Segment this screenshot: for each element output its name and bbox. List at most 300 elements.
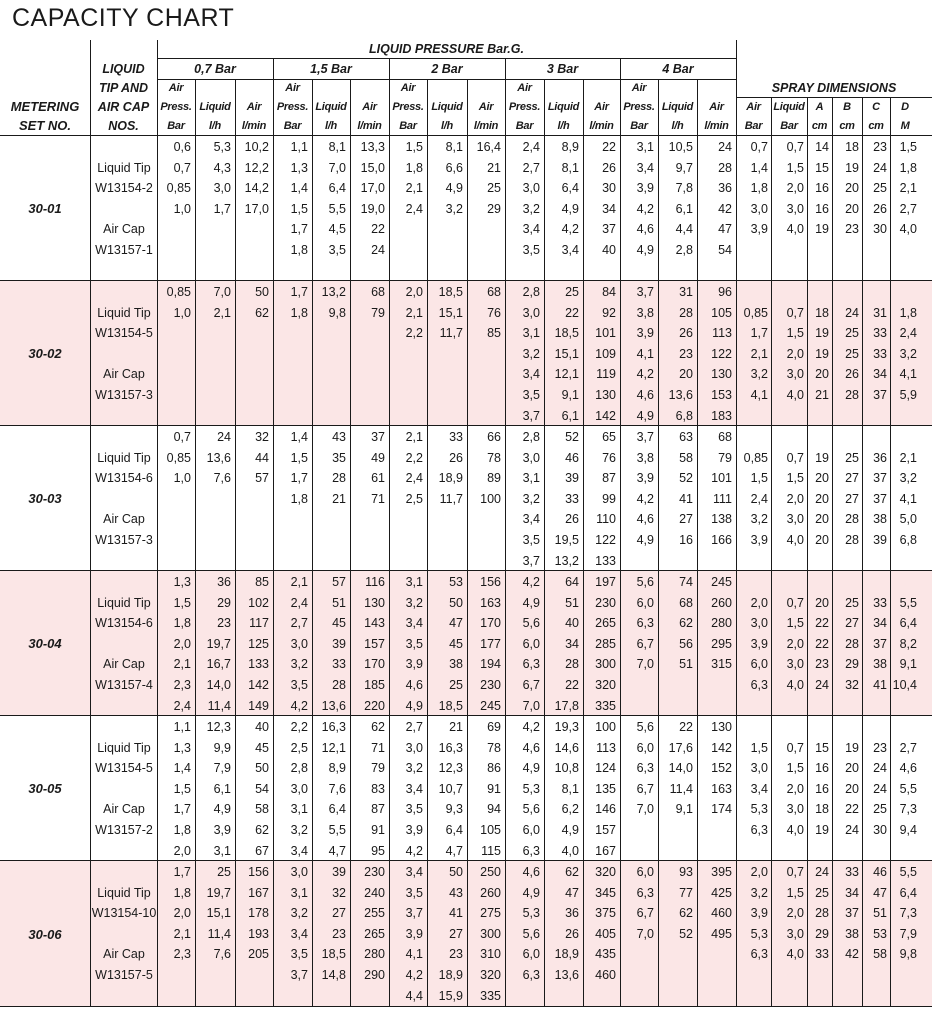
spray-cell: 1,5 [750, 740, 768, 755]
tip-cap-label: W13157-3 [95, 388, 153, 402]
table-cell: 74 [679, 575, 693, 589]
spray-cell: 46 [873, 865, 887, 879]
table-cell: 68 [487, 285, 501, 299]
tip-cap-label: W13154-5 [95, 326, 153, 341]
table-cell: 265 [595, 616, 616, 631]
table-cell: 122 [711, 346, 732, 361]
table-cell: 280 [364, 947, 385, 962]
table-cell: 22 [602, 140, 616, 154]
spray-cell: 37 [873, 636, 887, 651]
table-cell: 1,8 [405, 160, 423, 175]
grid-line [832, 97, 833, 1006]
table-cell: 5,3 [522, 906, 540, 921]
table-cell: 250 [480, 865, 501, 879]
table-cell: 174 [711, 802, 732, 817]
spray-cell: 1,4 [750, 160, 768, 175]
grid-line [0, 860, 932, 861]
spray-cell: 2,0 [786, 346, 804, 361]
spray-cell: 3,2 [750, 512, 768, 527]
spray-cell: 2,0 [786, 906, 804, 921]
table-cell: 28 [565, 657, 579, 672]
spray-cell: 0,7 [786, 740, 804, 755]
spray-cell: 16 [815, 781, 829, 796]
table-cell: 4,9 [522, 595, 540, 610]
table-cell: 3,2 [522, 346, 540, 361]
table-cell: 6,3 [522, 843, 540, 858]
spray-cell: 19 [845, 740, 859, 755]
table-cell: 4,9 [561, 823, 579, 837]
table-cell: 3,1 [522, 326, 540, 341]
table-cell: 8,1 [328, 140, 346, 154]
table-cell: 7,6 [328, 781, 346, 796]
table-cell: 105 [711, 305, 732, 320]
table-cell: 29 [487, 201, 501, 216]
table-cell: 51 [679, 657, 693, 672]
spray-cell: 4,6 [899, 761, 917, 776]
table-cell: 2,1 [405, 305, 423, 320]
table-cell: 2,0 [173, 636, 191, 651]
table-cell: 5,6 [522, 926, 540, 941]
table-cell: 2,2 [290, 720, 308, 734]
table-cell: 4,6 [522, 865, 540, 879]
spray-cell: 20 [845, 781, 859, 796]
tip-cap-label: Liquid Tip [97, 305, 151, 320]
table-cell: 3,0 [213, 181, 231, 196]
table-cell: 230 [364, 865, 385, 879]
spray-cell: 4,0 [786, 388, 804, 402]
table-cell: 0,7 [173, 160, 191, 175]
pressure-group-4: 4 Bar [662, 62, 694, 76]
spray-cell: 25 [873, 181, 887, 196]
spray-cell: 22 [845, 802, 859, 817]
table-cell: 3,5 [405, 636, 423, 651]
table-cell: 14,0 [668, 761, 693, 776]
table-cell: 122 [595, 533, 616, 547]
spray-cell: 28 [845, 512, 859, 527]
table-cell: 4,9 [445, 181, 463, 196]
table-cell: 4,2 [405, 968, 423, 982]
table-cell: 4,4 [405, 988, 423, 1003]
spray-cell: 41 [873, 678, 887, 692]
table-cell: 0,7 [173, 430, 191, 444]
table-cell: 1,7 [213, 201, 231, 216]
table-cell: 62 [565, 865, 579, 879]
spray-cell: 28 [815, 906, 829, 921]
tip-cap-label: Air Cap [103, 367, 145, 382]
air-flow-header: l/min [589, 120, 614, 132]
spray-cell: 21 [815, 388, 829, 402]
spray-cell: 22 [815, 636, 829, 651]
table-cell: 157 [364, 636, 385, 651]
liquid-flow-header: l/h [325, 120, 337, 132]
table-cell: 17,8 [554, 698, 579, 713]
table-cell: 33 [565, 491, 579, 506]
spray-cell: 19 [815, 346, 829, 361]
spray-cell: 0,85 [743, 450, 768, 465]
spray-cell: 6,4 [899, 885, 917, 900]
liquid-flow-header: Liquid [431, 101, 463, 113]
spray-cell: 27 [845, 491, 859, 506]
pressure-group-3: 3 Bar [546, 62, 579, 76]
table-cell: 2,3 [173, 947, 191, 962]
spray-cell: 7,9 [899, 926, 917, 941]
tip-cap-label: Liquid Tip [97, 160, 151, 175]
spray-cell: 20 [845, 181, 859, 196]
table-cell: 78 [487, 740, 501, 755]
spray-cell: 51 [873, 906, 887, 921]
table-cell: 152 [711, 761, 732, 776]
table-cell: 6,0 [522, 636, 540, 651]
spray-cell: 2,1 [899, 450, 917, 465]
spray-cell: 8,2 [899, 636, 917, 651]
tip-cap-label: W13154-6 [95, 471, 153, 486]
table-cell: 14,6 [554, 740, 579, 755]
table-cell: 177 [480, 636, 501, 651]
table-cell: 85 [487, 326, 501, 341]
metering-header: METERING [10, 99, 80, 114]
tip-cap-label: W13157-5 [95, 968, 153, 982]
spray-cell: 26 [873, 201, 887, 216]
table-cell: 16,3 [438, 740, 463, 755]
table-cell: 89 [487, 471, 501, 486]
tip-cap-label: W13157-3 [95, 533, 153, 547]
spray-cell: 9,1 [899, 657, 917, 672]
table-cell: 23 [679, 346, 693, 361]
table-cell: 11,4 [207, 926, 231, 941]
table-cell: 3,9 [636, 181, 654, 196]
liquid-flow-header: l/h [671, 120, 684, 132]
spray-cell: 6,0 [750, 657, 768, 672]
spray-cell: 9,4 [899, 823, 917, 837]
air-press-header: Press. [623, 101, 655, 113]
grid-line [235, 79, 236, 1006]
table-cell: 4,7 [328, 843, 346, 858]
table-cell: 53 [449, 575, 463, 589]
table-cell: 50 [449, 865, 463, 879]
spray-cell: 20 [815, 367, 829, 382]
table-cell: 19,7 [206, 885, 231, 900]
spray-cell: 58 [873, 947, 887, 962]
table-cell: 143 [364, 616, 385, 631]
spray-cell: 3,0 [750, 201, 768, 216]
table-cell: 130 [364, 595, 385, 610]
table-cell: 100 [595, 720, 616, 734]
table-cell: 3,1 [290, 802, 308, 817]
table-cell: 68 [371, 285, 385, 299]
table-cell: 39 [565, 471, 579, 486]
spray-cell: 4,1 [899, 367, 917, 382]
spray-cell: 1,5 [786, 326, 804, 341]
table-cell: 6,7 [636, 781, 654, 796]
table-cell: 124 [595, 761, 616, 776]
table-cell: 320 [595, 678, 616, 692]
tip-cap-label: W13154-5 [95, 761, 153, 776]
table-cell: 17,0 [244, 201, 269, 216]
table-cell: 3,4 [290, 843, 308, 858]
table-cell: 49 [371, 450, 385, 465]
table-cell: 11,4 [669, 781, 693, 796]
spray-cell: 15 [815, 160, 829, 175]
table-cell: 320 [480, 968, 501, 982]
table-cell: 100 [480, 491, 501, 506]
table-cell: 5,6 [636, 720, 654, 734]
table-cell: 50 [255, 285, 269, 299]
table-cell: 1,0 [173, 471, 191, 486]
table-cell: 58 [679, 450, 693, 465]
table-cell: 13,6 [206, 450, 231, 465]
spray-col-header: Bar [780, 120, 798, 132]
spray-cell: 20 [815, 471, 829, 486]
table-cell: 405 [595, 926, 616, 941]
spray-cell: 5,3 [750, 802, 768, 817]
table-cell: 12,1 [554, 367, 579, 382]
table-cell: 3,9 [405, 926, 423, 941]
table-cell: 3,9 [405, 823, 423, 837]
spray-cell: 23 [845, 222, 859, 237]
table-cell: 7,0 [636, 802, 654, 817]
table-cell: 45 [255, 740, 269, 755]
table-cell: 17,0 [360, 181, 385, 196]
grid-line [620, 58, 621, 1006]
table-cell: 3,4 [636, 160, 654, 175]
spray-cell: 4,0 [786, 947, 804, 962]
table-cell: 345 [595, 885, 616, 900]
table-cell: 6,3 [636, 616, 654, 631]
table-cell: 3,4 [522, 512, 540, 527]
table-cell: 3,2 [290, 906, 308, 921]
table-cell: 19,7 [206, 636, 231, 651]
table-cell: 62 [679, 906, 693, 921]
table-cell: 36 [565, 906, 579, 921]
grid-line [862, 97, 863, 1006]
table-cell: 94 [487, 802, 501, 817]
table-cell: 119 [596, 367, 616, 382]
table-cell: 93 [679, 865, 693, 879]
table-cell: 8,1 [445, 140, 463, 154]
liquid-flow-header: l/h [557, 120, 570, 132]
table-cell: 6,1 [675, 201, 693, 216]
spray-cell: 39 [873, 533, 887, 547]
spray-cell: 25 [845, 450, 859, 465]
tip-cap-label: W13157-1 [95, 243, 153, 257]
spray-cell: 0,7 [786, 450, 804, 465]
tip-cap-label: Liquid Tip [97, 885, 151, 900]
spray-cell: 30 [873, 222, 887, 237]
table-cell: 2,4 [405, 471, 423, 486]
table-cell: 40 [255, 720, 269, 734]
table-cell: 15,9 [438, 988, 463, 1003]
table-cell: 4,5 [328, 222, 346, 237]
table-cell: 2,8 [522, 430, 540, 444]
table-cell: 3,2 [522, 201, 540, 216]
table-cell: 1,3 [173, 575, 191, 589]
table-cell: 133 [595, 553, 616, 568]
air-press-header: Press. [276, 101, 309, 113]
spray-cell: 33 [873, 346, 887, 361]
spray-cell: 0,7 [750, 140, 768, 154]
table-cell: 4,6 [522, 740, 540, 755]
liquid-flow-header: Liquid [547, 101, 580, 113]
grid-line [312, 79, 313, 1006]
table-cell: 4,9 [522, 885, 540, 900]
table-cell: 14,8 [321, 968, 346, 982]
table-cell: 435 [595, 947, 616, 962]
table-cell: 9,1 [561, 388, 579, 402]
table-cell: 45 [332, 616, 346, 631]
table-cell: 460 [595, 968, 616, 982]
spray-cell: 1,5 [786, 761, 804, 776]
table-cell: 7,8 [675, 181, 693, 196]
table-cell: 42 [718, 201, 732, 216]
table-cell: 18,9 [554, 947, 579, 962]
table-cell: 99 [602, 491, 616, 506]
table-cell: 18,5 [438, 285, 463, 299]
table-cell: 27 [679, 512, 693, 527]
spray-col-header: cm [868, 120, 884, 132]
table-cell: 51 [565, 595, 579, 610]
table-cell: 320 [595, 865, 616, 879]
spray-cell: 5,5 [899, 865, 917, 879]
spray-cell: 25 [845, 346, 859, 361]
table-cell: 10,7 [438, 781, 463, 796]
table-cell: 3,2 [405, 595, 423, 610]
spray-col-header: Air [746, 101, 761, 113]
table-cell: 62 [679, 616, 693, 631]
table-cell: 4,2 [636, 201, 654, 216]
table-cell: 24 [371, 243, 385, 257]
table-cell: 51 [332, 595, 346, 610]
table-cell: 2,1 [405, 430, 423, 444]
table-cell: 0,85 [166, 181, 191, 196]
table-cell: 115 [481, 843, 501, 858]
spray-cell: 33 [815, 947, 829, 962]
table-cell: 28 [679, 305, 693, 320]
table-cell: 6,3 [522, 657, 540, 672]
spray-cell: 3,2 [750, 367, 768, 382]
table-cell: 62 [255, 823, 269, 837]
spray-cell: 0,7 [786, 305, 804, 320]
table-cell: 425 [711, 885, 732, 900]
spray-cell: 33 [873, 595, 887, 610]
spray-cell: 3,0 [786, 926, 804, 941]
spray-cell: 2,0 [786, 181, 804, 196]
table-cell: 71 [371, 740, 385, 755]
air-press-header: Bar [630, 120, 648, 132]
table-cell: 6,4 [445, 823, 463, 837]
spray-cell: 2,0 [786, 636, 804, 651]
spray-col-header: B [843, 101, 851, 113]
table-cell: 6,8 [675, 408, 693, 423]
table-cell: 26 [602, 160, 616, 175]
table-cell: 3,0 [405, 740, 423, 755]
table-cell: 10,2 [244, 140, 269, 154]
grid-line [195, 79, 196, 1006]
table-cell: 6,0 [636, 865, 654, 879]
table-cell: 2,7 [522, 160, 540, 175]
spray-cell: 20 [845, 201, 859, 216]
spray-cell: 5,5 [899, 595, 917, 610]
spray-cell: 4,0 [786, 533, 804, 547]
table-cell: 183 [711, 408, 732, 423]
spray-cell: 23 [815, 657, 829, 672]
air-flow-header: l/min [357, 120, 382, 132]
tip-cap-label: Air Cap [103, 222, 145, 237]
table-cell: 2,3 [173, 678, 191, 692]
table-cell: 6,1 [561, 408, 579, 423]
table-cell: 290 [364, 968, 385, 982]
table-cell: 1,5 [405, 140, 423, 154]
table-cell: 3,1 [290, 885, 308, 900]
table-cell: 15,1 [554, 346, 579, 361]
spray-cell: 25 [815, 885, 829, 900]
spray-cell: 0,7 [786, 865, 804, 879]
air-flow-header: Air [594, 101, 609, 113]
table-cell: 4,4 [675, 222, 693, 237]
table-cell: 13,2 [321, 285, 346, 299]
table-cell: 4,2 [290, 698, 308, 713]
table-cell: 47 [718, 222, 732, 237]
spray-cell: 6,3 [750, 947, 768, 962]
air-flow-header: l/min [473, 120, 499, 132]
spray-cell: 5,0 [899, 512, 917, 527]
table-cell: 79 [371, 305, 385, 320]
table-cell: 15,0 [360, 160, 385, 175]
table-cell: 255 [364, 906, 385, 921]
spray-cell: 24 [873, 781, 887, 796]
table-cell: 4,6 [636, 222, 654, 237]
table-cell: 31 [679, 285, 693, 299]
spray-cell: 20 [815, 533, 829, 547]
table-cell: 2,1 [405, 181, 423, 196]
table-cell: 125 [248, 636, 269, 651]
air-flow-header: l/min [241, 120, 267, 132]
table-cell: 220 [364, 698, 385, 713]
table-cell: 23 [217, 616, 231, 631]
air-press-header: Bar [399, 120, 417, 132]
table-cell: 25 [449, 678, 463, 692]
table-cell: 96 [718, 285, 732, 299]
liquid-flow-header: l/h [209, 120, 221, 132]
spray-cell: 22 [815, 616, 829, 631]
table-cell: 19,3 [554, 720, 579, 734]
table-cell: 1,5 [290, 450, 308, 465]
table-cell: 7,0 [213, 285, 231, 299]
spray-cell: 2,1 [899, 181, 917, 196]
table-cell: 113 [596, 740, 616, 755]
air-flow-header: Air [246, 101, 262, 113]
table-cell: 149 [248, 698, 269, 713]
table-cell: 3,5 [405, 885, 423, 900]
table-cell: 2,0 [173, 843, 191, 858]
table-cell: 62 [371, 720, 385, 734]
air-flow-header: Air [362, 101, 377, 113]
tip-cap-label: Liquid Tip [97, 450, 151, 465]
tip-cap-label: Air Cap [103, 802, 145, 817]
spray-cell: 7,3 [899, 906, 917, 921]
table-cell: 6,7 [636, 906, 654, 921]
table-cell: 24 [217, 430, 231, 444]
table-cell: 18,5 [321, 947, 346, 962]
table-cell: 84 [602, 285, 616, 299]
grid-line [736, 40, 737, 1006]
spray-cell: 6,3 [750, 823, 768, 837]
table-cell: 130 [711, 367, 732, 382]
spray-cell: 37 [873, 388, 887, 402]
spray-cell: 6,8 [899, 533, 917, 547]
table-cell: 280 [711, 616, 732, 631]
air-press-header: Air [400, 82, 416, 94]
table-cell: 3,0 [290, 781, 308, 796]
